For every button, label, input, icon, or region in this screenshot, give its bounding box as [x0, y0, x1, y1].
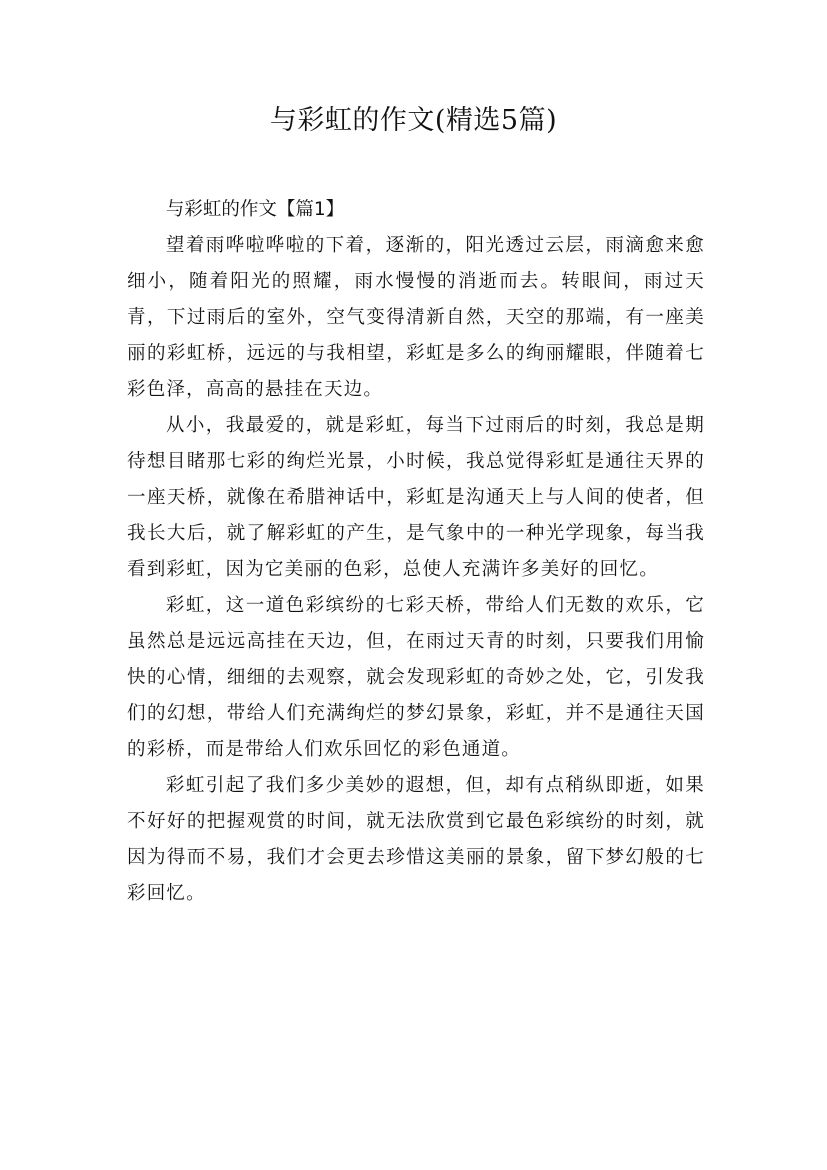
paragraph-2: 从小，我最爱的，就是彩虹，每当下过雨后的时刻，我总是期待想目睹那七彩的绚烂光景，小时候，我总觉得彩虹是通往天界的一座天桥，就像在希腊神话中，彩虹是沟通天上与人间的使者，但我长大后，就了解彩虹的产生，是气象中的一种光学现象，每当我看到彩虹，因为它美丽的色彩，总使人充满许多美好的回忆。 [127, 415, 705, 580]
paragraph-3: 彩虹，这一道色彩缤纷的七彩天桥，带给人们无数的欢乐，它虽然总是远远高挂在天边，但，在雨过天青的时刻，只要我们用愉快的心情，细细的去观察，就会发现彩虹的奇妙之处，它，引发我们的幻想，带给人们充满绚烂的梦幻景象，彩虹，并不是通往天国的彩桥，而是带给人们欢乐回忆的彩色通道。 [127, 595, 705, 760]
document-title: 与彩虹的作文(精选5篇) [269, 105, 558, 136]
paragraph-1: 望着雨哗啦哗啦的下着，逐渐的，阳光透过云层，雨滴愈来愈细小，随着阳光的照耀，雨水慢慢的消逝而去。转眼间，雨过天青，下过雨后的室外，空气变得清新自然，天空的那端，有一座美丽的彩虹桥，远远的与我相望，彩虹是多么的绚丽耀眼，伴随着七彩色泽，高高的悬挂在天边。 [127, 235, 705, 400]
document-body [127, 192, 705, 912]
section-heading: 与彩虹的作文【篇1】 [165, 199, 345, 220]
paragraph-4: 彩虹引起了我们多少美妙的遐想，但，却有点稍纵即逝，如果不好好的把握观赏的时间，就无法欣赏到它最色彩缤纷的时刻，就因为得而不易，我们才会更去珍惜这美丽的景象，留下梦幻般的七彩回忆。 [127, 775, 705, 904]
